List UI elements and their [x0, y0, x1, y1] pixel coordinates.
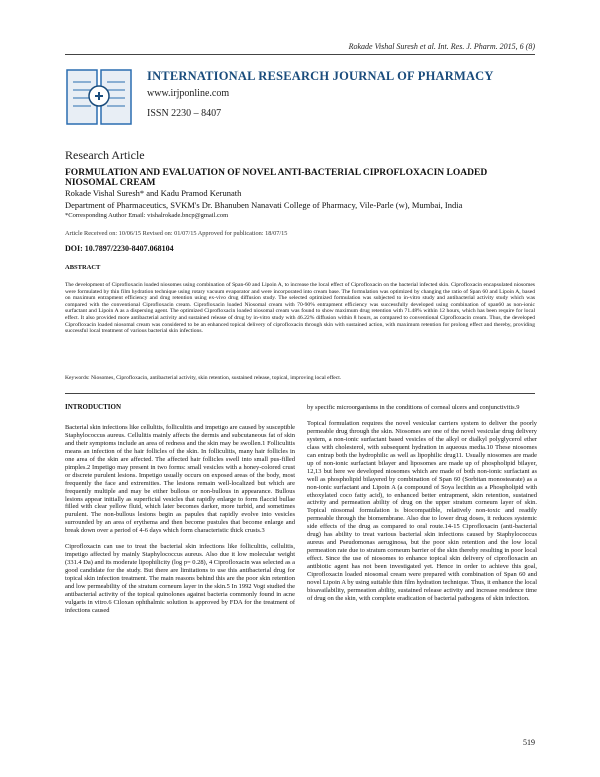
journal-url[interactable]: www.irjponline.com — [147, 88, 230, 99]
right-paragraph-1: Topical formulation requires the novel vesicular carriers system to deliver the poorly permeable drug through the skin. Niosomes are one of the novel vesicular drug delivery system, a non-ionic surfactant based vesicles of the alkyl or dialkyl polyglycerol ether class with cholesterol, with subsequent hydration in aqueous media.10 These niosomes can entrap both the hydrophilic as well as lipophilic drug11. Usually niosomes are made up of non-ionic surfactant bilayer and liposomes are made up of phospholipid bilayer, 12,13 but here we developed niosomes which are made of both non-ionic surfactant as well as phospholipid bilayered by combination of Span 60 (Sorbitan monostearate) as a non-ionic surfactant and Lipoin A (a compound of Soya lecithin as a Phospholipid with ethoxylated coco fatty acid), to enhanced better entrapment, skin retention, sustained activity and permeation ability of drug on the upper stratum corneum layer of skin. Topical niosomal formulation is biocompatible, relatively non-toxic and readily permeable through the biomembrane. Also due to lower drug doses, it reduces systemic side effects of the drug as compared to oral route.14-15 Ciprofloxacin (anti-bacterial drug) has ability to treat various bacterial skin infections caused by Staphylococcus aureus and Pseudomonas aeruginosa, but the poor skin retention and the low local permeation rate due to stratum corneum barrier of the skin thereby resulting in poor local effect. Since the use of niosomes to enhance topical skin delivery of ciprofloxacin an antibiotic agent has not been investigated yet. Hence in order to achieve this goal, Ciprofloxacin loaded niosomal cream were prepared with combination of Span 60 and novel Lipoin A by using suitable thin film hydration technique. Thus, it enhance the local bioavailability, permeation ability, sustained release activity and increase residence time of drug on the skin, with complete eradication of bacterial pathogens of skin infection. — [307, 419, 537, 602]
section-rule — [65, 393, 535, 394]
journal-title: INTERNATIONAL RESEARCH JOURNAL OF PHARMACY — [147, 69, 494, 83]
introduction-heading: INTRODUCTION — [65, 403, 122, 411]
abstract-heading: ABSTRACT — [65, 264, 101, 271]
journal-logo-icon — [65, 66, 137, 128]
intro-paragraph-1: Bacterial skin infections like cellulitis, folliculitis and impetigo are caused by susceptible Staphylococcus aureus. Cellulitis mainly affects the dermis and subcutaneous fat of skin and their symptoms include an area of redness and the skin may be swollen.1 Folliculitis means an infection of the hair follicles of the skin. In folliculitis, many hair follicles in one area of the skin are affected. The affected hair follicles swell into small pus-filled pimples.2 Impetigo may present in two forms: small vesicles with a honey-colored crust or discrete purulent lesions. Impetigo usually occurs on exposed areas of the body, most frequently the face and extremities. The lesions remain well-localized but which are frequently multiple and may be either bullous or non-bullous in appearance. Bullous lesions appear initially as superficial vesicles that rapidly enlarge to form flaccid bullae filled with clear yellow fluid, which later becomes darker, more turbid, and sometimes purulent. The non-bullous lesions begin as papules that rapidly evolve into vesicles surrounded by an area of erythema and then become pustules that become enlarge and break down over a period of 4-6 days which form characteristic thick crusts.3 — [65, 423, 295, 535]
article-dates: Article Received on: 10/06/15 Revised on: 01/07/15 Approved for publication: 18/07/15 — [65, 230, 288, 237]
intro-paragraph-2: Ciprofloxacin can use to treat the bacterial skin infections like folliculitis, cellulitis, impetigo affected by mainly Staphylococcus aureus. Also due it low molecular weight (331.4 Da) and its moderate lipophilicity (log p= 0.28), 4 Ciprofloxacin was selected as a good candidate for the study. But there are limitations to use this antibacterial drug for topical skin infection treatment. The main reasons behind this are the poor skin retention and low permeability of the stratum corneum layer in the skin.5 In 1992 Vogt studied the antibacterial activity of the topical quinolones against bacteria commonly found in acne vulgaris in vitro.6 Ciloxan ophthalmic solution is approved by FDA for the treatment of infections caused — [65, 543, 295, 614]
abstract-text: The development of Ciprofloxacin loaded niosomes using combination of Span-60 and Lipoin A, to increase the local effect of Ciprofloxacin on the bacterial infected skin. Ciprofloxacin encapsulated niosomes were formulated by thin film hydration technique using rotary vacuum evaporator and were incorporated into cream base. The formulation was optimized by changing the ratio of Span 60 and Lipoin A, based on maximum entrapment efficiency and drug retention using ex-vivo drug diffusion study. The selected optimized formulation was subjected to in-vitro study and antibacterial activity study which was compared with the conventional Ciprofloxacin cream. Ciprofloxacin loaded Niosomal cream with 70-90% entrapment efficiency was successfully developed using combination of span60 as non-ionic surfactant and Lipoin A as a dispersing agent. The optimized Ciprofloxacin loaded niosomal cream was found to show maximum drug retention with 71.48% within 12 hours, which has been require for local effect. It also provided more antibacterial activity and sustained release of drug by in-vitro study with 46.22% diffusion within 8 hours, as compared to conventional Ciprofloxacin cream. Thus, the developed Ciprofloxacin loaded niosomal cream was considered to be an enhanced topical delivery of ciprofloxacin through skin with sustained action, with maximum retention for prolong effect and thereby, providing successful local treatment of various bacterial skin infections. — [65, 282, 535, 335]
running-head: Rokade Vishal Suresh et al. Int. Res. J. Pharm. 2015, 6 (8) — [348, 42, 535, 51]
right-column — [307, 404, 537, 611]
authors: Rokade Vishal Suresh* and Kadu Pramod Kerunath — [65, 188, 242, 198]
header-rule — [65, 54, 535, 55]
corresponding-author: *Corresponding Author Email: vishalrokade.bncp@gmail.com — [65, 212, 229, 219]
paper-title: FORMULATION AND EVALUATION OF NOVEL ANTI-BACTERIAL CIPROFLOXACIN LOADED NIOSOMAL CREAM — [65, 168, 488, 188]
journal-issn: ISSN 2230 – 8407 — [147, 108, 222, 119]
affiliation: Department of Pharmaceutics, SVKM's Dr. Bhanuben Nanavati College of Pharmacy, Vile-Parle (w), Mumbai, India — [65, 200, 463, 210]
doi[interactable]: DOI: 10.7897/2230-8407.068104 — [65, 244, 174, 253]
article-type: Research Article — [65, 148, 145, 162]
left-column — [65, 404, 295, 623]
page-number: 519 — [523, 738, 535, 747]
right-paragraph-0: by specific microorganisms in the conditions of corneal ulcers and conjunctivitis.9 — [307, 404, 520, 411]
keywords: Keywords: Niosomes, Ciprofloxacin, antibacterial activity, skin retention, sustained release, topical, improving local effect. — [65, 375, 342, 381]
